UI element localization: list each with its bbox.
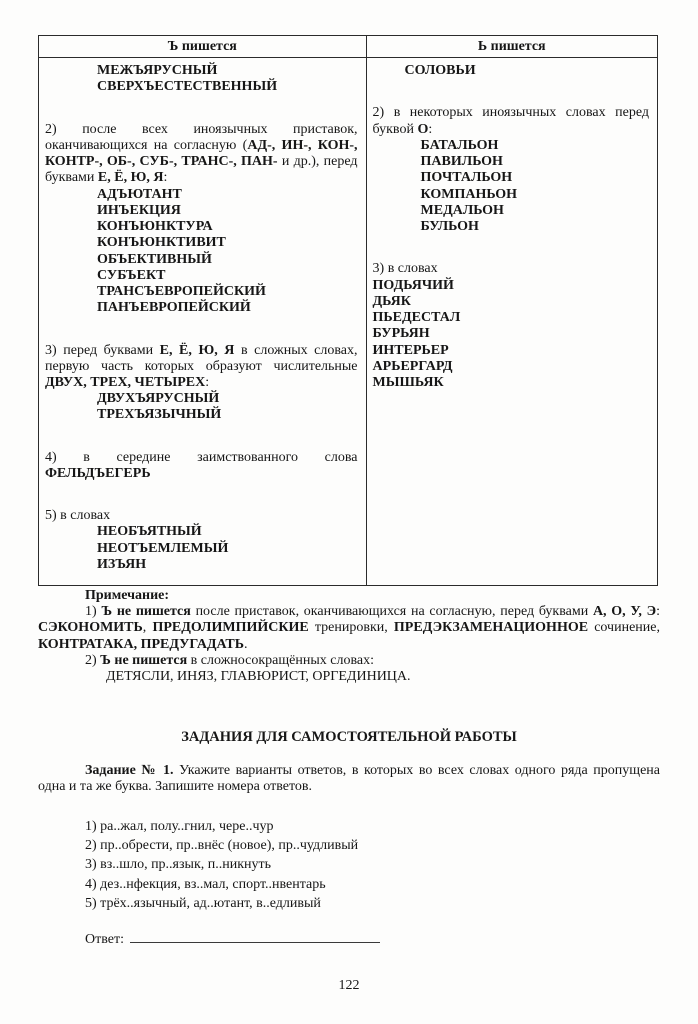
word-item: СОЛОВЬИ — [404, 63, 476, 79]
rule-text: : — [205, 374, 210, 390]
rule-item-3: 3) в словах — [372, 261, 438, 277]
word-item: НЕОТЪЕМЛЕМЫЙ — [97, 540, 229, 556]
rule-item-3 — [45, 343, 358, 392]
rule-text-bold: О — [417, 121, 429, 137]
word-item: КОНЪЮНКТИВИТ — [97, 235, 226, 251]
rule-text: 2) после всех иноязычных приставок, оканчивающихся на согласную ( — [45, 121, 358, 153]
note-text: 1) — [85, 604, 102, 620]
task-option: 3) вз..шло, пр..язык, п..никнуть — [85, 857, 272, 873]
note-text: в сложносокращённых словах: — [187, 652, 374, 668]
table-body — [39, 58, 657, 585]
word-item: ПОДЬЯЧИЙ — [372, 277, 454, 293]
task-option: 4) дез..нфекция, вз..мал, спорт..нвентарь — [85, 876, 326, 892]
word-item: МЫШЬЯК — [372, 374, 444, 390]
rules-table — [38, 35, 658, 586]
note-text: , — [142, 620, 153, 636]
rule-item-2 — [45, 122, 358, 187]
answer-row — [85, 931, 380, 948]
word-item: ТРЕХЪЯЗЫЧНЫЙ — [97, 407, 222, 423]
table-header-row — [39, 36, 657, 58]
note-text-bold: Ъ не пишется — [101, 604, 191, 620]
word-item: МЕДАЛЬОН — [420, 202, 504, 218]
note-section — [38, 588, 660, 685]
rule-text-bold: Е, Ё, Ю, Я — [159, 342, 235, 358]
note-text-bold: А, О, У, Э — [592, 604, 657, 620]
word-group-5 — [97, 524, 358, 573]
word-item: ИНЪЕКЦИЯ — [97, 202, 181, 218]
column-soft-sign — [367, 58, 657, 585]
rule-item-2 — [373, 105, 649, 137]
task-1-label: Задание № 1. — [85, 763, 174, 778]
word-item: ИЗЪЯН — [97, 556, 147, 572]
note-text: после приставок, оканчивающихся на согласную, перед буквами — [190, 604, 593, 620]
task-option: 5) трёх..язычный, ад..ютант, в..едливый — [85, 895, 321, 911]
note-text-bold: Ъ не пишется — [100, 652, 188, 668]
note-text-bold: СЭКОНОМИТЬ — [38, 620, 143, 636]
rule-text-bold: ДВУХ, ТРЕХ, ЧЕТЫРЕХ — [45, 374, 206, 390]
rule-text-bold: АД-, ИН-, КОН-, КОНТР-, ОБ-, СУБ-, ТРАНС-, ПАН- — [45, 137, 358, 170]
word-item: ПАВИЛЬОН — [420, 154, 503, 170]
word-item: БУЛЬОН — [420, 219, 479, 235]
word-item: ДВУХЪЯРУСНЫЙ — [97, 391, 220, 407]
task-option: 1) ра..жал, полу..гнил, чере..чур — [85, 819, 274, 834]
word-item: СВЕРХЪЕСТЕСТВЕННЫЙ — [97, 79, 278, 95]
word-group-1 — [97, 63, 358, 95]
note-text: . — [244, 636, 248, 652]
note-text: : — [656, 604, 660, 620]
column-hard-sign — [39, 58, 367, 585]
page-number: 122 — [338, 978, 360, 993]
rule-text: 3) перед буквами — [45, 342, 160, 358]
column-header-soft-sign: Ь пишется — [477, 39, 546, 54]
answer-label: Ответ: — [85, 932, 124, 947]
tasks-section-heading: ЗАДАНИЯ ДЛЯ САМОСТОЯТЕЛЬНОЙ РАБОТЫ — [181, 729, 517, 745]
word-item: БАТАЛЬОН — [420, 137, 499, 153]
word-item: КОНЪЮНКТУРА — [97, 219, 213, 235]
word-item: СУБЪЕКТ — [97, 267, 166, 283]
note-text-bold: ПРЕДОЛИМПИЙСКИЕ — [152, 620, 309, 636]
note-abbreviation-words: ДЕТЯСЛИ, ИНЯЗ, ГЛАВЮРИСТ, ОРГЕДИНИЦА. — [106, 669, 411, 685]
word-item: ПЬЕДЕСТАЛ — [372, 310, 461, 326]
note-text-bold: ПРЕДЭКЗАМЕНАЦИОННОЕ — [393, 620, 589, 636]
rule-text: 2) в некоторых иноязычных словах перед буквой — [372, 105, 649, 137]
rule-text: 4) в середине заимствованного слова — [45, 449, 358, 465]
note-item-1 — [38, 604, 660, 653]
word-group-2 — [421, 138, 649, 235]
rule-text-bold: Е, Ё, Ю, Я — [97, 170, 164, 186]
rule-text-bold: ФЕЛЬДЪЕГЕРЬ — [45, 465, 151, 481]
word-item: КОМПАНЬОН — [420, 186, 518, 202]
word-item: НЕОБЪЯТНЫЙ — [97, 524, 202, 540]
note-text: сочинение, — [588, 620, 660, 636]
note-text-bold: КОНТРАТАКА, ПРЕДУГАДАТЬ — [38, 636, 245, 652]
word-item: ПАНЪЕВРОПЕЙСКИЙ — [97, 300, 251, 316]
task-1-options — [85, 819, 358, 915]
rule-text: : — [163, 170, 168, 186]
word-item: АРЬЕРГАРД — [372, 358, 453, 374]
task-1-text: Укажите варианты ответов, в которых во всех словах одного ряда пропущена одна и та же буква. Запишите номера ответов. — [38, 763, 660, 795]
word-item: ИНТЕРЬЕР — [372, 342, 449, 358]
word-group-1 — [405, 63, 649, 79]
word-group-3 — [373, 278, 649, 392]
word-item: ДЬЯК — [372, 293, 411, 309]
note-text: тренировки, — [308, 620, 394, 636]
note-text: 2) — [85, 652, 101, 668]
word-item: ПОЧТАЛЬОН — [420, 170, 513, 186]
word-item: БУРЬЯН — [372, 326, 430, 342]
task-1-intro — [38, 763, 660, 795]
word-item: ОБЪЕКТИВНЫЙ — [97, 251, 212, 267]
rule-item-4 — [45, 450, 358, 482]
note-heading: Примечание: — [85, 588, 170, 603]
word-group-2 — [97, 187, 358, 317]
column-header-hard-sign: Ъ пишется — [39, 36, 367, 57]
rule-text: : — [428, 121, 433, 137]
word-item: ТРАНСЪЕВРОПЕЙСКИЙ — [97, 284, 266, 300]
answer-blank-line — [130, 931, 380, 943]
rule-item-5: 5) в словах — [45, 508, 111, 524]
rule-text: и др.), перед буквами — [45, 154, 358, 186]
task-option: 2) пр..обрести, пр..внёс (новое), пр..чудливый — [85, 838, 359, 854]
word-item: МЕЖЪЯРУСНЫЙ — [97, 63, 218, 79]
word-item: АДЪЮТАНТ — [97, 186, 182, 202]
note-item-2 — [38, 653, 660, 669]
rule-text: в сложных словах, первую часть которых образуют числительные — [45, 342, 358, 374]
word-group-3 — [97, 391, 358, 423]
